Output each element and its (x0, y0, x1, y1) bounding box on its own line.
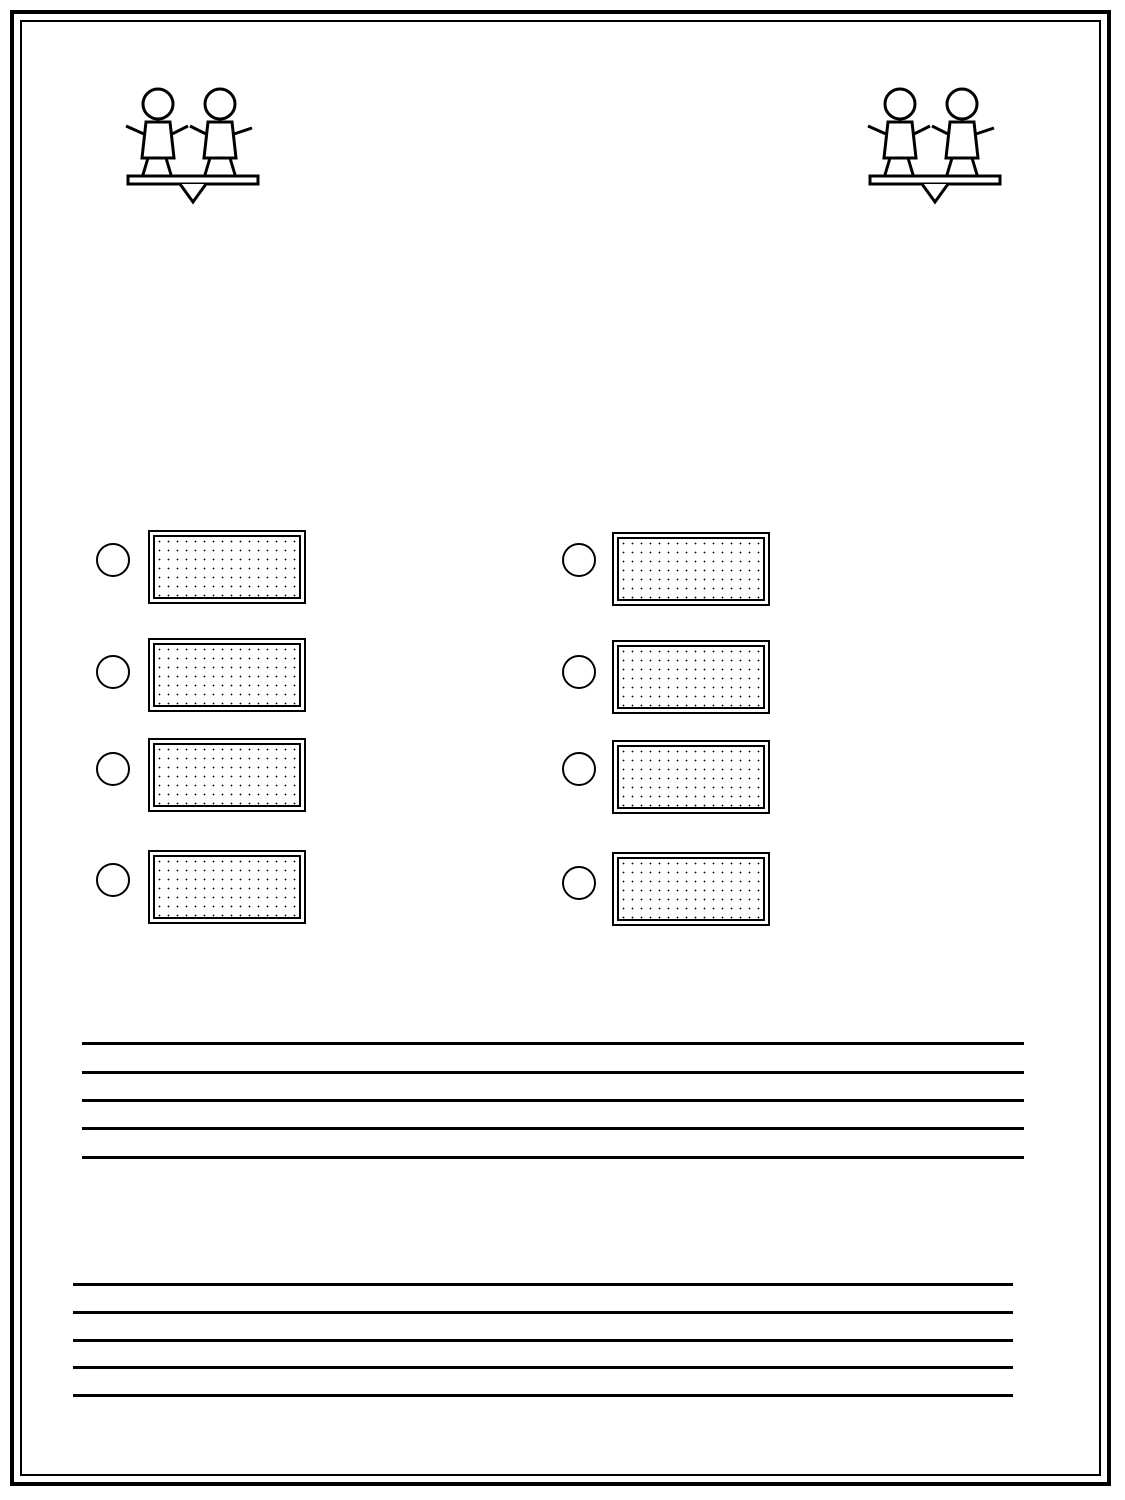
activity-card-left-dormir (148, 530, 306, 604)
answer-line[interactable] (82, 1042, 1024, 1045)
activity-card-right-hacer-tareas (612, 640, 770, 714)
answer-line[interactable] (73, 1394, 1013, 1397)
activity-card-right-convivir (612, 852, 770, 926)
answer-line[interactable] (73, 1283, 1013, 1286)
select-circle-right-3[interactable] (562, 752, 596, 786)
activity-card-right-dormir (612, 532, 770, 606)
activity-card-right-comer (612, 740, 770, 814)
activity-card-left-comer (148, 738, 306, 812)
select-circle-right-2[interactable] (562, 655, 596, 689)
select-circle-right-4[interactable] (562, 866, 596, 900)
balance-kids-illustration-right (860, 82, 1010, 210)
select-circle-left-4[interactable] (96, 863, 130, 897)
answer-line[interactable] (82, 1099, 1024, 1102)
page-title (300, 70, 820, 210)
select-circle-right-1[interactable] (562, 543, 596, 577)
activity-card-left-convivir (148, 850, 306, 924)
balance-kids-illustration-left (118, 82, 268, 210)
answer-line[interactable] (82, 1071, 1024, 1074)
answer-line[interactable] (73, 1311, 1013, 1314)
answer-line[interactable] (73, 1366, 1013, 1369)
select-circle-left-3[interactable] (96, 752, 130, 786)
answer-line[interactable] (82, 1156, 1024, 1159)
activity-card-left-trabajar (148, 638, 306, 712)
answer-line[interactable] (73, 1339, 1013, 1342)
select-circle-left-2[interactable] (96, 655, 130, 689)
select-circle-left-1[interactable] (96, 543, 130, 577)
answer-line[interactable] (82, 1127, 1024, 1130)
